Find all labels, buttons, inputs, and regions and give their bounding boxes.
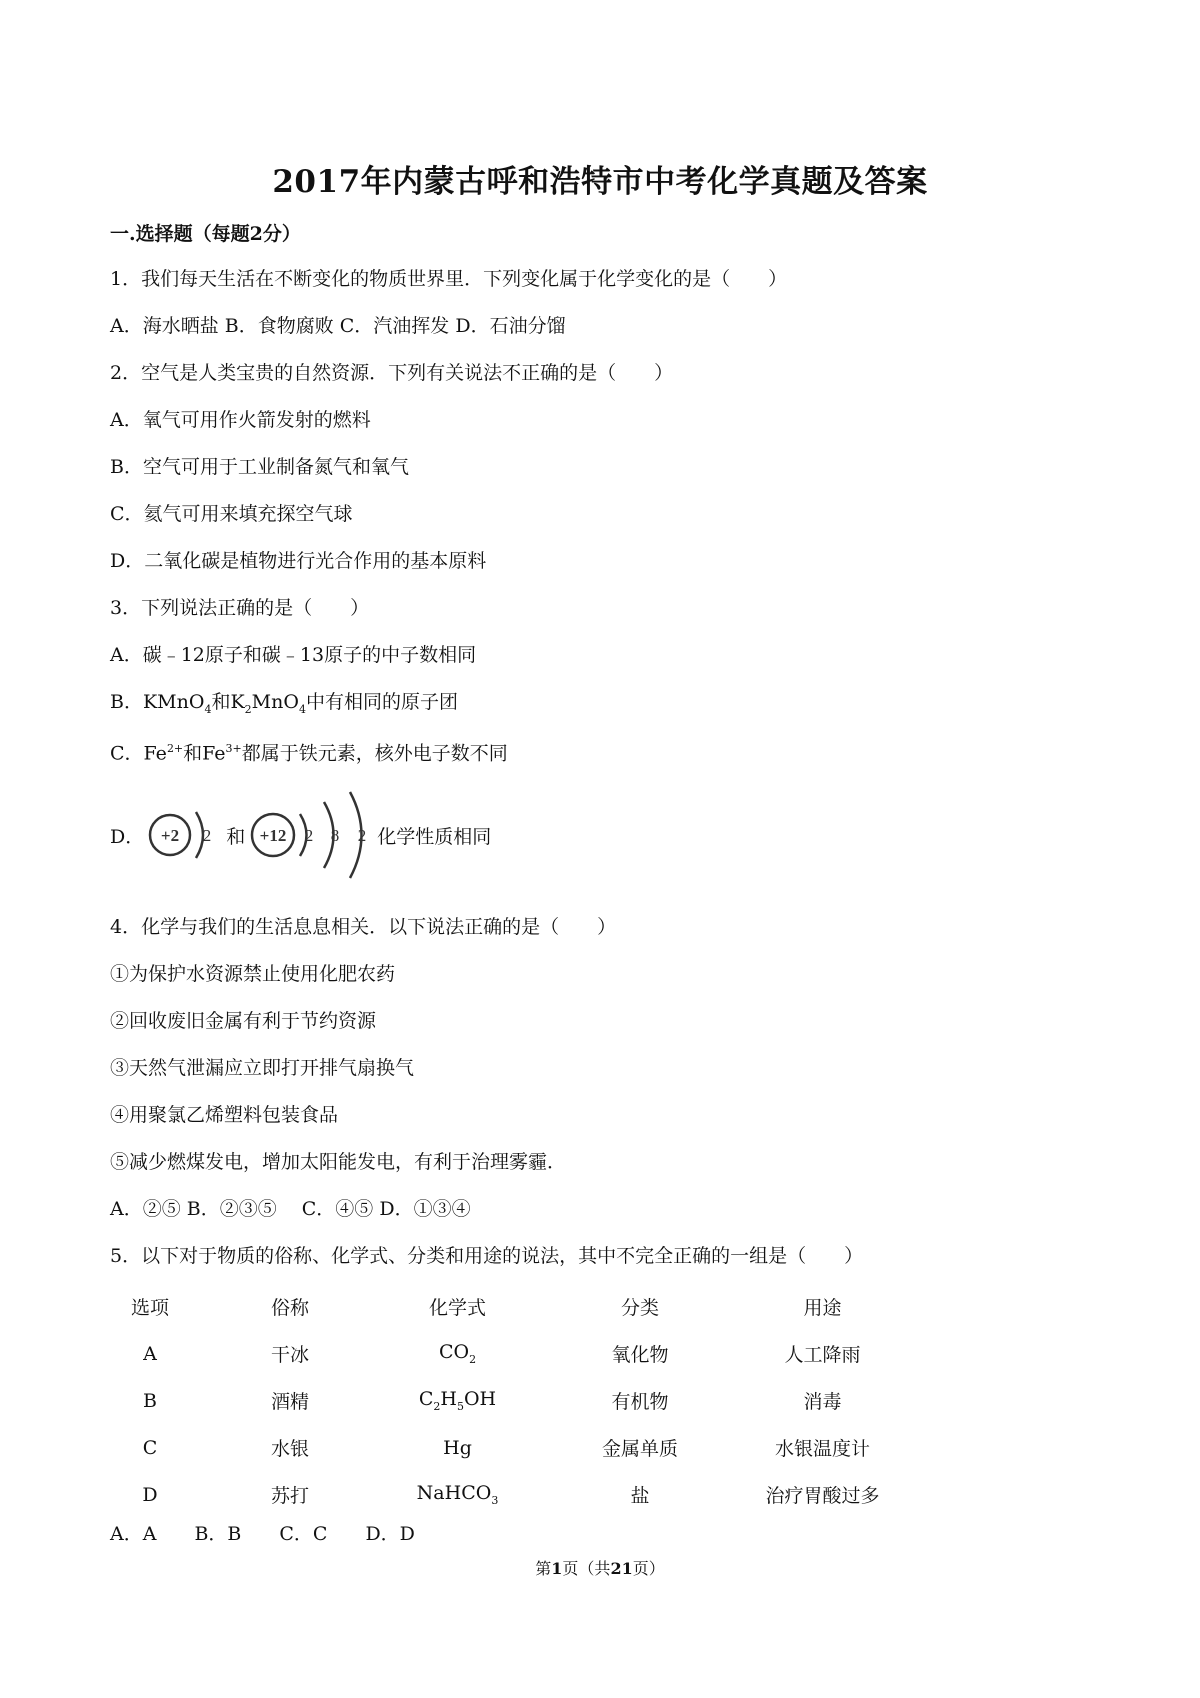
table-header: 俗称 (270, 1297, 309, 1319)
question-4-statement-2: ②回收废旧金属有利于节约资源 (110, 1010, 377, 1032)
question-3-option-b: B．KMnO$_4$和$K_2MnO_4$中有相同的原子团 (110, 691, 458, 716)
table-cell-option: D (142, 1483, 158, 1506)
question-4-statement-1: ①为保护水资源禁止使用化肥农药 (110, 963, 396, 985)
atom-structure-diagram-helium (144, 790, 224, 880)
shell-electron-count: 2 (305, 826, 314, 845)
table-cell-class: 盐 (630, 1485, 650, 1507)
question-5-options: A．A B．B C．C D．D (110, 1523, 415, 1545)
nucleus-label: +12 (259, 826, 287, 845)
table-cell-name: 水银 (270, 1438, 309, 1460)
question-2-stem: 2．空气是人类宝贵的自然资源．下列有关说法不正确的是（ ） (110, 362, 674, 384)
question-2-option-d: D．二氧化碳是植物进行光合作用的基本原料 (110, 550, 487, 572)
table-cell-option: A (143, 1342, 157, 1365)
table-cell-use: 治疗胃酸过多 (765, 1485, 880, 1507)
question-4-statement-3: ③天然气泄漏应立即打开排气扇换气 (110, 1057, 415, 1079)
question-3-option-d: D． +2 2 和 +12 2 8 2 化学性质相同 (110, 790, 491, 880)
shell-electron-count: 2 (202, 826, 212, 845)
total-pages: 21 (610, 1559, 633, 1578)
table-cell-class: 有机物 (611, 1391, 669, 1413)
table-header: 用途 (803, 1297, 842, 1319)
table-cell-use: 消毒 (803, 1391, 842, 1413)
table-row (110, 1330, 890, 1377)
table-cell-use: 人工降雨 (784, 1344, 861, 1366)
table-cell-class: 氧化物 (611, 1344, 669, 1366)
atom-structure-diagram-magnesium (247, 790, 377, 880)
table-cell-name: 苏打 (270, 1485, 309, 1507)
question-4-options: A．②⑤ B．②③⑤ C．④⑤ D．①③④ (110, 1198, 471, 1220)
table-row (110, 1471, 890, 1518)
current-page-number: 1 (551, 1559, 563, 1578)
shell-electron-count: 8 (331, 826, 340, 845)
table-row (110, 1424, 890, 1471)
table-cell-name: 干冰 (270, 1344, 309, 1366)
question-4-stem: 4．化学与我们的生活息息相关．以下说法正确的是（ ） (110, 916, 617, 938)
question-5-table (110, 1283, 890, 1518)
question-2-option-c: C．氦气可用来填充探空气球 (110, 503, 353, 525)
page-title: 2017年内蒙古呼和浩特市中考化学真题及答案 (272, 164, 928, 200)
question-3-option-a: A．碳﹣12原子和碳﹣13原子的中子数相同 (110, 644, 477, 666)
table-header: 化学式 (428, 1297, 486, 1319)
table-cell-name: 酒精 (270, 1391, 309, 1413)
question-2-option-b: B．空气可用于工业制备氮气和氧气 (110, 456, 409, 478)
page-footer: 第1页（共21页） (535, 1559, 665, 1578)
table-cell-formula: NaHCO$_3$ (416, 1482, 499, 1507)
question-5-stem: 5．以下对于物质的俗称、化学式、分类和用途的说法，其中不完全正确的一组是（ ） (110, 1245, 864, 1267)
question-1-options: A．海水晒盐 B．食物腐败 C．汽油挥发 D．石油分馏 (110, 315, 566, 337)
shell-electron-count: 2 (358, 826, 367, 845)
table-row (110, 1377, 890, 1424)
table-header: 选项 (130, 1297, 169, 1319)
table-header: 分类 (620, 1297, 659, 1319)
question-3-option-c: C．$Fe^{2+}$和$Fe^{3+}$都属于铁元素，核外电子数不同 (110, 742, 508, 765)
table-cell-class: 金属单质 (601, 1438, 678, 1460)
question-1-stem: 1．我们每天生活在不断变化的物质世界里．下列变化属于化学变化的是（ ） (110, 268, 788, 290)
table-header-row (110, 1283, 890, 1330)
section-heading: 一.选择题（每题2分） (110, 223, 301, 245)
table-cell-use: 水银温度计 (774, 1438, 870, 1460)
table-cell-option: C (142, 1436, 158, 1459)
table-cell-formula: Hg (443, 1436, 472, 1459)
question-4-statement-5: ⑤减少燃煤发电，增加太阳能发电，有利于治理雾霾． (110, 1151, 567, 1173)
question-4-statement-4: ④用聚氯乙烯塑料包装食品 (110, 1104, 339, 1126)
nucleus-label: +2 (161, 826, 180, 845)
table-cell-option: B (143, 1389, 157, 1412)
question-3-stem: 3．下列说法正确的是（ ） (110, 597, 370, 619)
table-cell-formula: $C_2H_5OH$ (418, 1388, 497, 1413)
question-2-option-a: A．氧气可用作火箭发射的燃料 (110, 409, 371, 431)
table-cell-formula: $CO_2$ (438, 1341, 477, 1366)
